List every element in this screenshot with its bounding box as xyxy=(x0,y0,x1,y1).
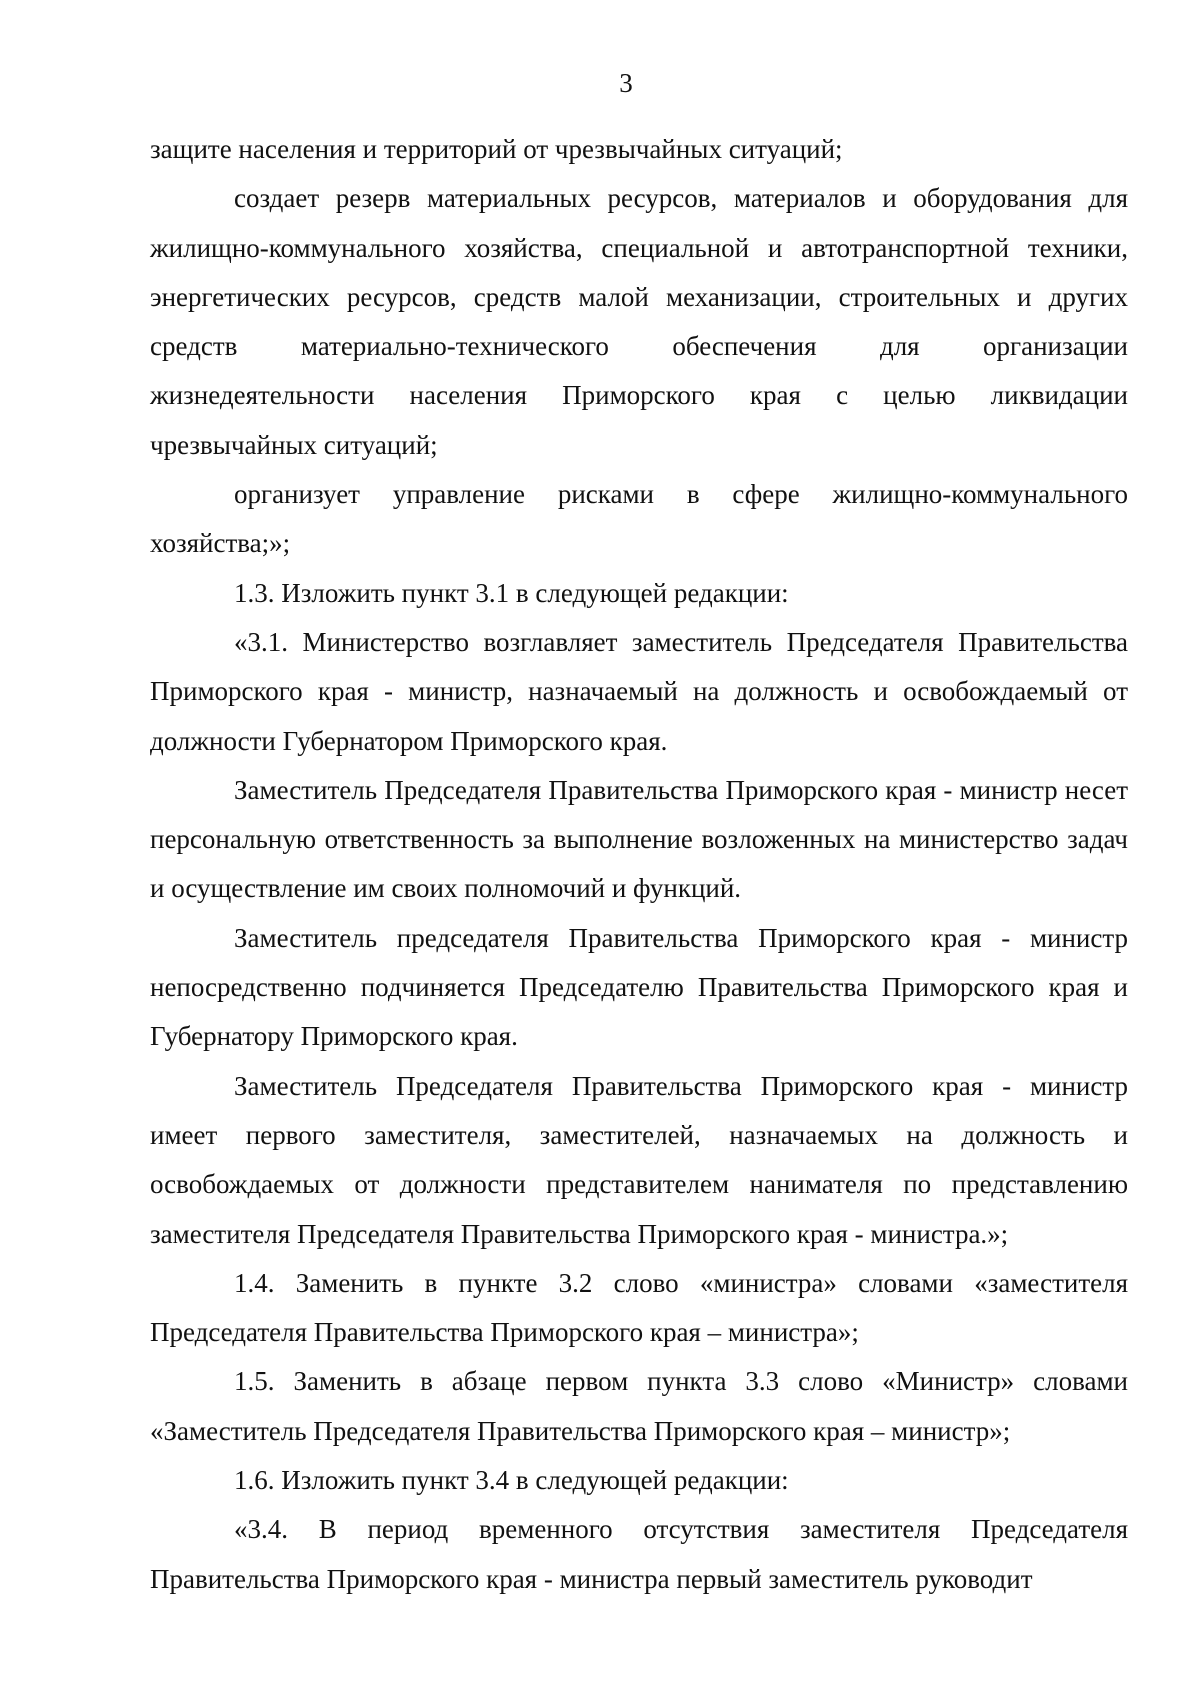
page-number: 3 xyxy=(619,68,633,98)
paragraph-clause-3-4: «3.4. В период временного отсутствия заместителя Председателя Правительства Приморского края - министра первый заместитель руководит xyxy=(150,1514,1128,1594)
paragraph-responsibility: Заместитель Председателя Правительства Приморского края - министр несет персональную ответственность за выполнение возложенных на министерство задач и осуществление им своих полномочий и функций. xyxy=(150,774,1128,904)
paragraph-continuation: защите населения и территорий от чрезвычайных ситуаций; xyxy=(150,134,843,164)
paragraph-risk-management: организует управление рисками в сфере жилищно-коммунального хозяйства;»; xyxy=(150,479,1128,559)
paragraph-subordination: Заместитель председателя Правительства Приморского края - министр непосредственно подчиняется Председателю Правительства Приморского края и Губернатору Приморского края. xyxy=(150,922,1128,1052)
paragraph-clause-3-1: «3.1. Министерство возглавляет заместитель Председателя Правительства Приморского края - министр, назначаемый на должность и освобождаемый от должности Губернатором Приморского края. xyxy=(150,626,1128,756)
paragraph-reserve-resources: создает резерв материальных ресурсов, материалов и оборудования для жилищно-коммунального хозяйства, специальной и автотранспортной техники, энергетических ресурсов, средств малой механизации, строительных и других средств материально-технического обеспечения для организации жизнедеятельности населения Приморского края с целью ликвидации чрезвычайных ситуаций; xyxy=(150,183,1128,460)
paragraph-item-1-4: 1.4. Заменить в пункте 3.2 слово «министра» словами «заместителя Председателя Правительства Приморского края – министра»; xyxy=(150,1267,1128,1348)
paragraph-item-1-3: 1.3. Изложить пункт 3.1 в следующей редакции: xyxy=(234,577,789,608)
paragraph-item-1-5: 1.5. Заменить в абзаце первом пункта 3.3 слово «Министр» словами «Заместитель Председателя Правительства Приморского края – министр»; xyxy=(150,1366,1128,1446)
paragraph-item-1-6: 1.6. Изложить пункт 3.4 в следующей редакции: xyxy=(234,1465,789,1496)
paragraph-deputies: Заместитель Председателя Правительства Приморского края - министр имеет первого заместителя, заместителей, назначаемых на должность и освобождаемых от должности представителем нанимателя по представлению заместителя Председателя Правительства Приморского края - министра.»; xyxy=(150,1070,1128,1249)
document-body xyxy=(150,125,1128,1604)
